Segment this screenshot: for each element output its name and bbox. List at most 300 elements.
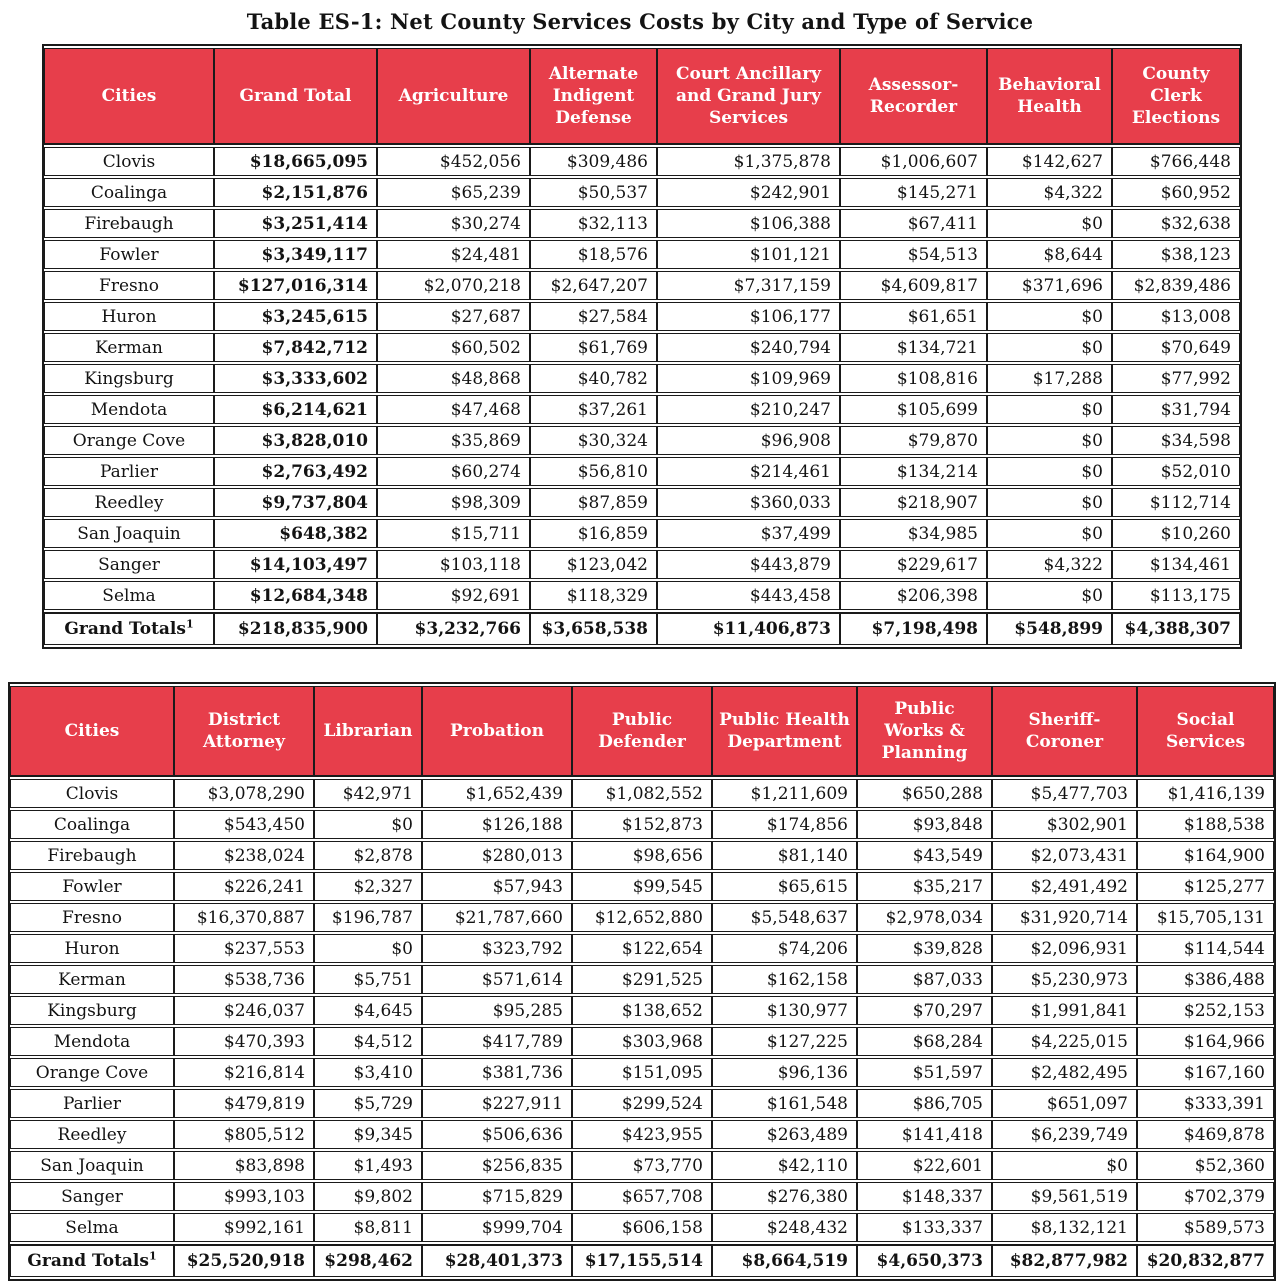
- cell-value: $4,512: [314, 1027, 422, 1056]
- cell-value: $86,705: [857, 1089, 992, 1118]
- cell-value: $22,601: [857, 1151, 992, 1180]
- grand-totals-label: [10, 1244, 174, 1277]
- cell-value: $130,977: [712, 996, 857, 1025]
- cell-value: $291,525: [572, 965, 712, 994]
- cell-value: $105,699: [840, 395, 987, 424]
- cell-value: $39,828: [857, 934, 992, 963]
- cell-city: San Joaquin: [44, 519, 214, 548]
- cell-value: $2,327: [314, 872, 422, 901]
- cell-value: $98,309: [377, 488, 530, 517]
- table-row: [10, 1120, 1274, 1149]
- column-header-table1-3: Alternate Indigent Defense: [530, 48, 657, 145]
- cell-value: $51,597: [857, 1058, 992, 1087]
- cell-value: $3,410: [314, 1058, 422, 1087]
- cell-value: $479,819: [174, 1089, 314, 1118]
- cell-value: $134,461: [1112, 550, 1240, 579]
- table-row: [10, 810, 1274, 839]
- column-header-cities: Cities: [44, 48, 214, 145]
- column-header-table1-2: Agriculture: [377, 48, 530, 145]
- cell-city: Selma: [44, 581, 214, 610]
- grand-totals-label: [44, 612, 214, 645]
- cell-value: $309,486: [530, 147, 657, 176]
- cell-value: $34,598: [1112, 426, 1240, 455]
- table-row: [10, 841, 1274, 870]
- cell-value: $145,271: [840, 178, 987, 207]
- cell-value: $0: [314, 810, 422, 839]
- cell-value: $4,322: [987, 178, 1112, 207]
- cell-value: $5,548,637: [712, 903, 857, 932]
- cell-value: $162,158: [712, 965, 857, 994]
- cell-value: $16,370,887: [174, 903, 314, 932]
- cell-value: $34,985: [840, 519, 987, 548]
- cell-value: $106,177: [657, 302, 840, 331]
- cell-value: $14,103,497: [214, 550, 377, 579]
- cell-value: $70,649: [1112, 333, 1240, 362]
- cell-city: Orange Cove: [44, 426, 214, 455]
- cell-value: $3,251,414: [214, 209, 377, 238]
- cell-value: $10,260: [1112, 519, 1240, 548]
- table-row: [10, 1089, 1274, 1118]
- cell-value: $15,705,131: [1137, 903, 1274, 932]
- cell-value: $118,329: [530, 581, 657, 610]
- cell-value: $6,214,621: [214, 395, 377, 424]
- table-row: [44, 395, 1240, 424]
- cell-city: Fresno: [44, 271, 214, 300]
- cell-value: $0: [987, 488, 1112, 517]
- cell-value: $2,647,207: [530, 271, 657, 300]
- cell-value: $999,704: [422, 1213, 572, 1242]
- cell-value: $333,391: [1137, 1089, 1274, 1118]
- cell-city: Reedley: [10, 1120, 174, 1149]
- cell-value: $108,816: [840, 364, 987, 393]
- column-header-table2-6: Public Works & Planning: [857, 686, 992, 777]
- cell-value: $238,024: [174, 841, 314, 870]
- table-row: [10, 996, 1274, 1025]
- cell-value: $9,345: [314, 1120, 422, 1149]
- cell-value: $48,868: [377, 364, 530, 393]
- table2-header-row: [10, 686, 1274, 777]
- cell-value: $227,911: [422, 1089, 572, 1118]
- cell-value: $216,814: [174, 1058, 314, 1087]
- grand-total-value: $82,877,982: [992, 1244, 1137, 1277]
- column-header-cities: Cities: [10, 686, 174, 777]
- cell-value: $148,337: [857, 1182, 992, 1211]
- cell-value: $3,078,290: [174, 779, 314, 808]
- cell-value: $109,969: [657, 364, 840, 393]
- cell-value: $538,736: [174, 965, 314, 994]
- cell-value: $240,794: [657, 333, 840, 362]
- table-row: [44, 240, 1240, 269]
- cell-value: $252,153: [1137, 996, 1274, 1025]
- column-header-table2-7: Sheriff-Coroner: [992, 686, 1137, 777]
- cell-city: Kerman: [44, 333, 214, 362]
- cell-value: $30,274: [377, 209, 530, 238]
- cell-city: Mendota: [10, 1027, 174, 1056]
- table-row: [44, 457, 1240, 486]
- grand-total-value: $3,658,538: [530, 612, 657, 645]
- table-row: [44, 550, 1240, 579]
- column-header-table2-3: Probation: [422, 686, 572, 777]
- cell-value: $650,288: [857, 779, 992, 808]
- cell-value: $17,288: [987, 364, 1112, 393]
- cell-city: Selma: [10, 1213, 174, 1242]
- table-row: [44, 333, 1240, 362]
- cell-value: $5,230,973: [992, 965, 1137, 994]
- cell-value: $2,070,218: [377, 271, 530, 300]
- cell-value: $4,225,015: [992, 1027, 1137, 1056]
- cell-value: $57,943: [422, 872, 572, 901]
- cell-value: $37,261: [530, 395, 657, 424]
- cell-value: $2,073,431: [992, 841, 1137, 870]
- cell-value: $2,482,495: [992, 1058, 1137, 1087]
- cell-value: $65,615: [712, 872, 857, 901]
- cell-value: $381,736: [422, 1058, 572, 1087]
- cell-city: Reedley: [44, 488, 214, 517]
- cell-value: $280,013: [422, 841, 572, 870]
- cell-value: $226,241: [174, 872, 314, 901]
- cell-value: $35,869: [377, 426, 530, 455]
- cell-value: $24,481: [377, 240, 530, 269]
- cell-value: $93,848: [857, 810, 992, 839]
- table-row: [44, 209, 1240, 238]
- cell-value: $31,920,714: [992, 903, 1137, 932]
- cell-value: $52,360: [1137, 1151, 1274, 1180]
- cell-value: $0: [987, 333, 1112, 362]
- cell-value: $83,898: [174, 1151, 314, 1180]
- grand-total-value: $17,155,514: [572, 1244, 712, 1277]
- cell-value: $606,158: [572, 1213, 712, 1242]
- table-row: [44, 302, 1240, 331]
- grand-total-value: $298,462: [314, 1244, 422, 1277]
- table-row: [10, 1182, 1274, 1211]
- cell-value: $60,502: [377, 333, 530, 362]
- cell-value: $3,828,010: [214, 426, 377, 455]
- cell-value: $423,955: [572, 1120, 712, 1149]
- cell-value: $242,901: [657, 178, 840, 207]
- cell-value: $50,537: [530, 178, 657, 207]
- cell-value: $0: [987, 209, 1112, 238]
- table-row: [10, 934, 1274, 963]
- grand-total-value: $8,664,519: [712, 1244, 857, 1277]
- cell-value: $8,644: [987, 240, 1112, 269]
- cell-value: $101,121: [657, 240, 840, 269]
- cell-value: $2,491,492: [992, 872, 1137, 901]
- cell-value: $113,175: [1112, 581, 1240, 610]
- cell-value: $134,721: [840, 333, 987, 362]
- cell-city: San Joaquin: [10, 1151, 174, 1180]
- table-row: [10, 965, 1274, 994]
- cell-value: $6,239,749: [992, 1120, 1137, 1149]
- cell-value: $60,274: [377, 457, 530, 486]
- column-header-table2-2: Librarian: [314, 686, 422, 777]
- cell-value: $9,561,519: [992, 1182, 1137, 1211]
- cell-value: $7,842,712: [214, 333, 377, 362]
- cell-value: $134,214: [840, 457, 987, 486]
- grand-total-value: $7,198,498: [840, 612, 987, 645]
- grand-total-value: $4,650,373: [857, 1244, 992, 1277]
- cell-value: $0: [987, 519, 1112, 548]
- cell-value: $263,489: [712, 1120, 857, 1149]
- table-row: [10, 1213, 1274, 1242]
- cell-value: $299,524: [572, 1089, 712, 1118]
- cell-value: $443,458: [657, 581, 840, 610]
- table-row: [44, 488, 1240, 517]
- table-row: [44, 147, 1240, 176]
- cell-value: $1,416,139: [1137, 779, 1274, 808]
- grand-total-value: $218,835,900: [214, 612, 377, 645]
- cell-value: $31,794: [1112, 395, 1240, 424]
- cell-value: $133,337: [857, 1213, 992, 1242]
- cell-value: $38,123: [1112, 240, 1240, 269]
- cell-value: $7,317,159: [657, 271, 840, 300]
- cell-value: $543,450: [174, 810, 314, 839]
- grand-total-value: $20,832,877: [1137, 1244, 1274, 1277]
- cell-value: $0: [314, 934, 422, 963]
- cell-city: Kingsburg: [10, 996, 174, 1025]
- cell-value: $106,388: [657, 209, 840, 238]
- cell-value: $61,769: [530, 333, 657, 362]
- column-header-table2-5: Public Health Department: [712, 686, 857, 777]
- cell-value: $27,584: [530, 302, 657, 331]
- table-row: [10, 903, 1274, 932]
- cell-value: $16,859: [530, 519, 657, 548]
- cell-value: $470,393: [174, 1027, 314, 1056]
- cell-value: $648,382: [214, 519, 377, 548]
- cell-value: $1,652,439: [422, 779, 572, 808]
- grand-total-value: $11,406,873: [657, 612, 840, 645]
- cell-value: $47,468: [377, 395, 530, 424]
- cell-city: Firebaugh: [10, 841, 174, 870]
- cell-value: $12,652,880: [572, 903, 712, 932]
- cell-value: $2,839,486: [1112, 271, 1240, 300]
- cell-city: Huron: [44, 302, 214, 331]
- cell-value: $276,380: [712, 1182, 857, 1211]
- column-header-table1-5: Assessor-Recorder: [840, 48, 987, 145]
- cell-value: $2,878: [314, 841, 422, 870]
- cell-value: $0: [987, 457, 1112, 486]
- table1-grand-totals-row: [44, 612, 1240, 645]
- cell-value: $52,010: [1112, 457, 1240, 486]
- cell-value: $0: [992, 1151, 1137, 1180]
- column-header-table1-7: County Clerk Elections: [1112, 48, 1240, 145]
- cell-value: $237,553: [174, 934, 314, 963]
- cell-value: $8,811: [314, 1213, 422, 1242]
- cell-city: Kingsburg: [44, 364, 214, 393]
- cell-value: $469,878: [1137, 1120, 1274, 1149]
- table-row: [44, 178, 1240, 207]
- cell-value: $766,448: [1112, 147, 1240, 176]
- cell-value: $112,714: [1112, 488, 1240, 517]
- cell-city: Clovis: [10, 779, 174, 808]
- cell-value: $141,418: [857, 1120, 992, 1149]
- grand-total-value: $548,899: [987, 612, 1112, 645]
- cell-value: $127,016,314: [214, 271, 377, 300]
- cell-value: $67,411: [840, 209, 987, 238]
- cell-value: $127,225: [712, 1027, 857, 1056]
- column-header-table2-1: District Attorney: [174, 686, 314, 777]
- cell-city: Coalinga: [10, 810, 174, 839]
- cell-value: $9,802: [314, 1182, 422, 1211]
- cell-value: $54,513: [840, 240, 987, 269]
- cell-value: $21,787,660: [422, 903, 572, 932]
- cell-value: $2,978,034: [857, 903, 992, 932]
- cell-city: Fowler: [44, 240, 214, 269]
- cell-value: $87,033: [857, 965, 992, 994]
- cell-value: $443,879: [657, 550, 840, 579]
- cell-value: $3,245,615: [214, 302, 377, 331]
- table-row: [44, 426, 1240, 455]
- cell-value: $74,206: [712, 934, 857, 963]
- cell-value: $99,545: [572, 872, 712, 901]
- cell-value: $167,160: [1137, 1058, 1274, 1087]
- cell-value: $8,132,121: [992, 1213, 1137, 1242]
- table-row: [44, 581, 1240, 610]
- cell-value: $56,810: [530, 457, 657, 486]
- cell-value: $9,737,804: [214, 488, 377, 517]
- table1-header-row: [44, 48, 1240, 145]
- cell-city: Mendota: [44, 395, 214, 424]
- grand-total-value: $4,388,307: [1112, 612, 1240, 645]
- column-header-table2-4: Public Defender: [572, 686, 712, 777]
- column-header-table1-4: Court Ancillary and Grand Jury Services: [657, 48, 840, 145]
- cell-value: $657,708: [572, 1182, 712, 1211]
- cell-value: $30,324: [530, 426, 657, 455]
- cell-value: $95,285: [422, 996, 572, 1025]
- cell-value: $138,652: [572, 996, 712, 1025]
- cell-value: $302,901: [992, 810, 1137, 839]
- cell-value: $103,118: [377, 550, 530, 579]
- page-title: Table ES-1: Net County Services Costs by City and Type of Service: [246, 9, 1034, 34]
- cell-value: $126,188: [422, 810, 572, 839]
- cell-city: Parlier: [10, 1089, 174, 1118]
- cell-value: $174,856: [712, 810, 857, 839]
- cell-value: $1,375,878: [657, 147, 840, 176]
- cell-value: $1,211,609: [712, 779, 857, 808]
- cell-value: $2,096,931: [992, 934, 1137, 963]
- cell-value: $188,538: [1137, 810, 1274, 839]
- cell-value: $2,151,876: [214, 178, 377, 207]
- cell-value: $27,687: [377, 302, 530, 331]
- cell-value: $5,751: [314, 965, 422, 994]
- footnote-marker: 1: [148, 1249, 157, 1263]
- net-costs-table-part2: [8, 682, 1276, 1281]
- cell-value: $702,379: [1137, 1182, 1274, 1211]
- table-row: [10, 1151, 1274, 1180]
- cell-value: $229,617: [840, 550, 987, 579]
- cell-value: $125,277: [1137, 872, 1274, 901]
- cell-value: $0: [987, 581, 1112, 610]
- cell-value: $98,656: [572, 841, 712, 870]
- cell-value: $32,638: [1112, 209, 1240, 238]
- cell-value: $96,908: [657, 426, 840, 455]
- cell-value: $40,782: [530, 364, 657, 393]
- cell-value: $73,770: [572, 1151, 712, 1180]
- cell-value: $4,322: [987, 550, 1112, 579]
- cell-value: $371,696: [987, 271, 1112, 300]
- cell-value: $12,684,348: [214, 581, 377, 610]
- cell-value: $13,008: [1112, 302, 1240, 331]
- cell-value: $248,432: [712, 1213, 857, 1242]
- cell-city: Huron: [10, 934, 174, 963]
- cell-value: $651,097: [992, 1089, 1137, 1118]
- cell-value: $805,512: [174, 1120, 314, 1149]
- table-row: [10, 872, 1274, 901]
- cell-value: $18,576: [530, 240, 657, 269]
- cell-value: $506,636: [422, 1120, 572, 1149]
- cell-value: $1,991,841: [992, 996, 1137, 1025]
- cell-value: $0: [987, 302, 1112, 331]
- cell-city: Orange Cove: [10, 1058, 174, 1087]
- cell-value: $70,297: [857, 996, 992, 1025]
- table-row: [10, 1058, 1274, 1087]
- cell-city: Clovis: [44, 147, 214, 176]
- table-row: [10, 1027, 1274, 1056]
- cell-value: $123,042: [530, 550, 657, 579]
- column-header-table1-1: Grand Total: [214, 48, 377, 145]
- cell-value: $210,247: [657, 395, 840, 424]
- cell-value: $0: [987, 426, 1112, 455]
- grand-total-value: $3,232,766: [377, 612, 530, 645]
- grand-totals-text: Grand Totals: [64, 619, 186, 639]
- cell-city: Coalinga: [44, 178, 214, 207]
- cell-value: $79,870: [840, 426, 987, 455]
- cell-value: $218,907: [840, 488, 987, 517]
- cell-value: $993,103: [174, 1182, 314, 1211]
- cell-value: $3,349,117: [214, 240, 377, 269]
- cell-value: $42,110: [712, 1151, 857, 1180]
- cell-value: $96,136: [712, 1058, 857, 1087]
- cell-city: Fowler: [10, 872, 174, 901]
- cell-value: $161,548: [712, 1089, 857, 1118]
- column-header-table2-8: Social Services: [1137, 686, 1274, 777]
- cell-city: Parlier: [44, 457, 214, 486]
- cell-value: $32,113: [530, 209, 657, 238]
- cell-value: $1,082,552: [572, 779, 712, 808]
- cell-value: $122,654: [572, 934, 712, 963]
- cell-value: $323,792: [422, 934, 572, 963]
- grand-total-value: $28,401,373: [422, 1244, 572, 1277]
- cell-value: $1,493: [314, 1151, 422, 1180]
- cell-value: $142,627: [987, 147, 1112, 176]
- cell-value: $164,900: [1137, 841, 1274, 870]
- table-row: [10, 779, 1274, 808]
- cell-city: Sanger: [10, 1182, 174, 1211]
- table2-grand-totals-row: [10, 1244, 1274, 1277]
- cell-value: $2,763,492: [214, 457, 377, 486]
- cell-value: $246,037: [174, 996, 314, 1025]
- grand-totals-text: Grand Totals: [27, 1251, 149, 1271]
- cell-value: $5,729: [314, 1089, 422, 1118]
- cell-value: $1,006,607: [840, 147, 987, 176]
- cell-value: $196,787: [314, 903, 422, 932]
- cell-value: $715,829: [422, 1182, 572, 1211]
- cell-value: $18,665,095: [214, 147, 377, 176]
- cell-value: $68,284: [857, 1027, 992, 1056]
- cell-value: $60,952: [1112, 178, 1240, 207]
- cell-value: $0: [987, 395, 1112, 424]
- cell-value: $151,095: [572, 1058, 712, 1087]
- table-row: [44, 364, 1240, 393]
- cell-value: $15,711: [377, 519, 530, 548]
- cell-value: $81,140: [712, 841, 857, 870]
- cell-city: Sanger: [44, 550, 214, 579]
- cell-value: $152,873: [572, 810, 712, 839]
- cell-value: $5,477,703: [992, 779, 1137, 808]
- cell-value: $43,549: [857, 841, 992, 870]
- cell-value: $452,056: [377, 147, 530, 176]
- grand-total-value: $25,520,918: [174, 1244, 314, 1277]
- cell-value: $992,161: [174, 1213, 314, 1242]
